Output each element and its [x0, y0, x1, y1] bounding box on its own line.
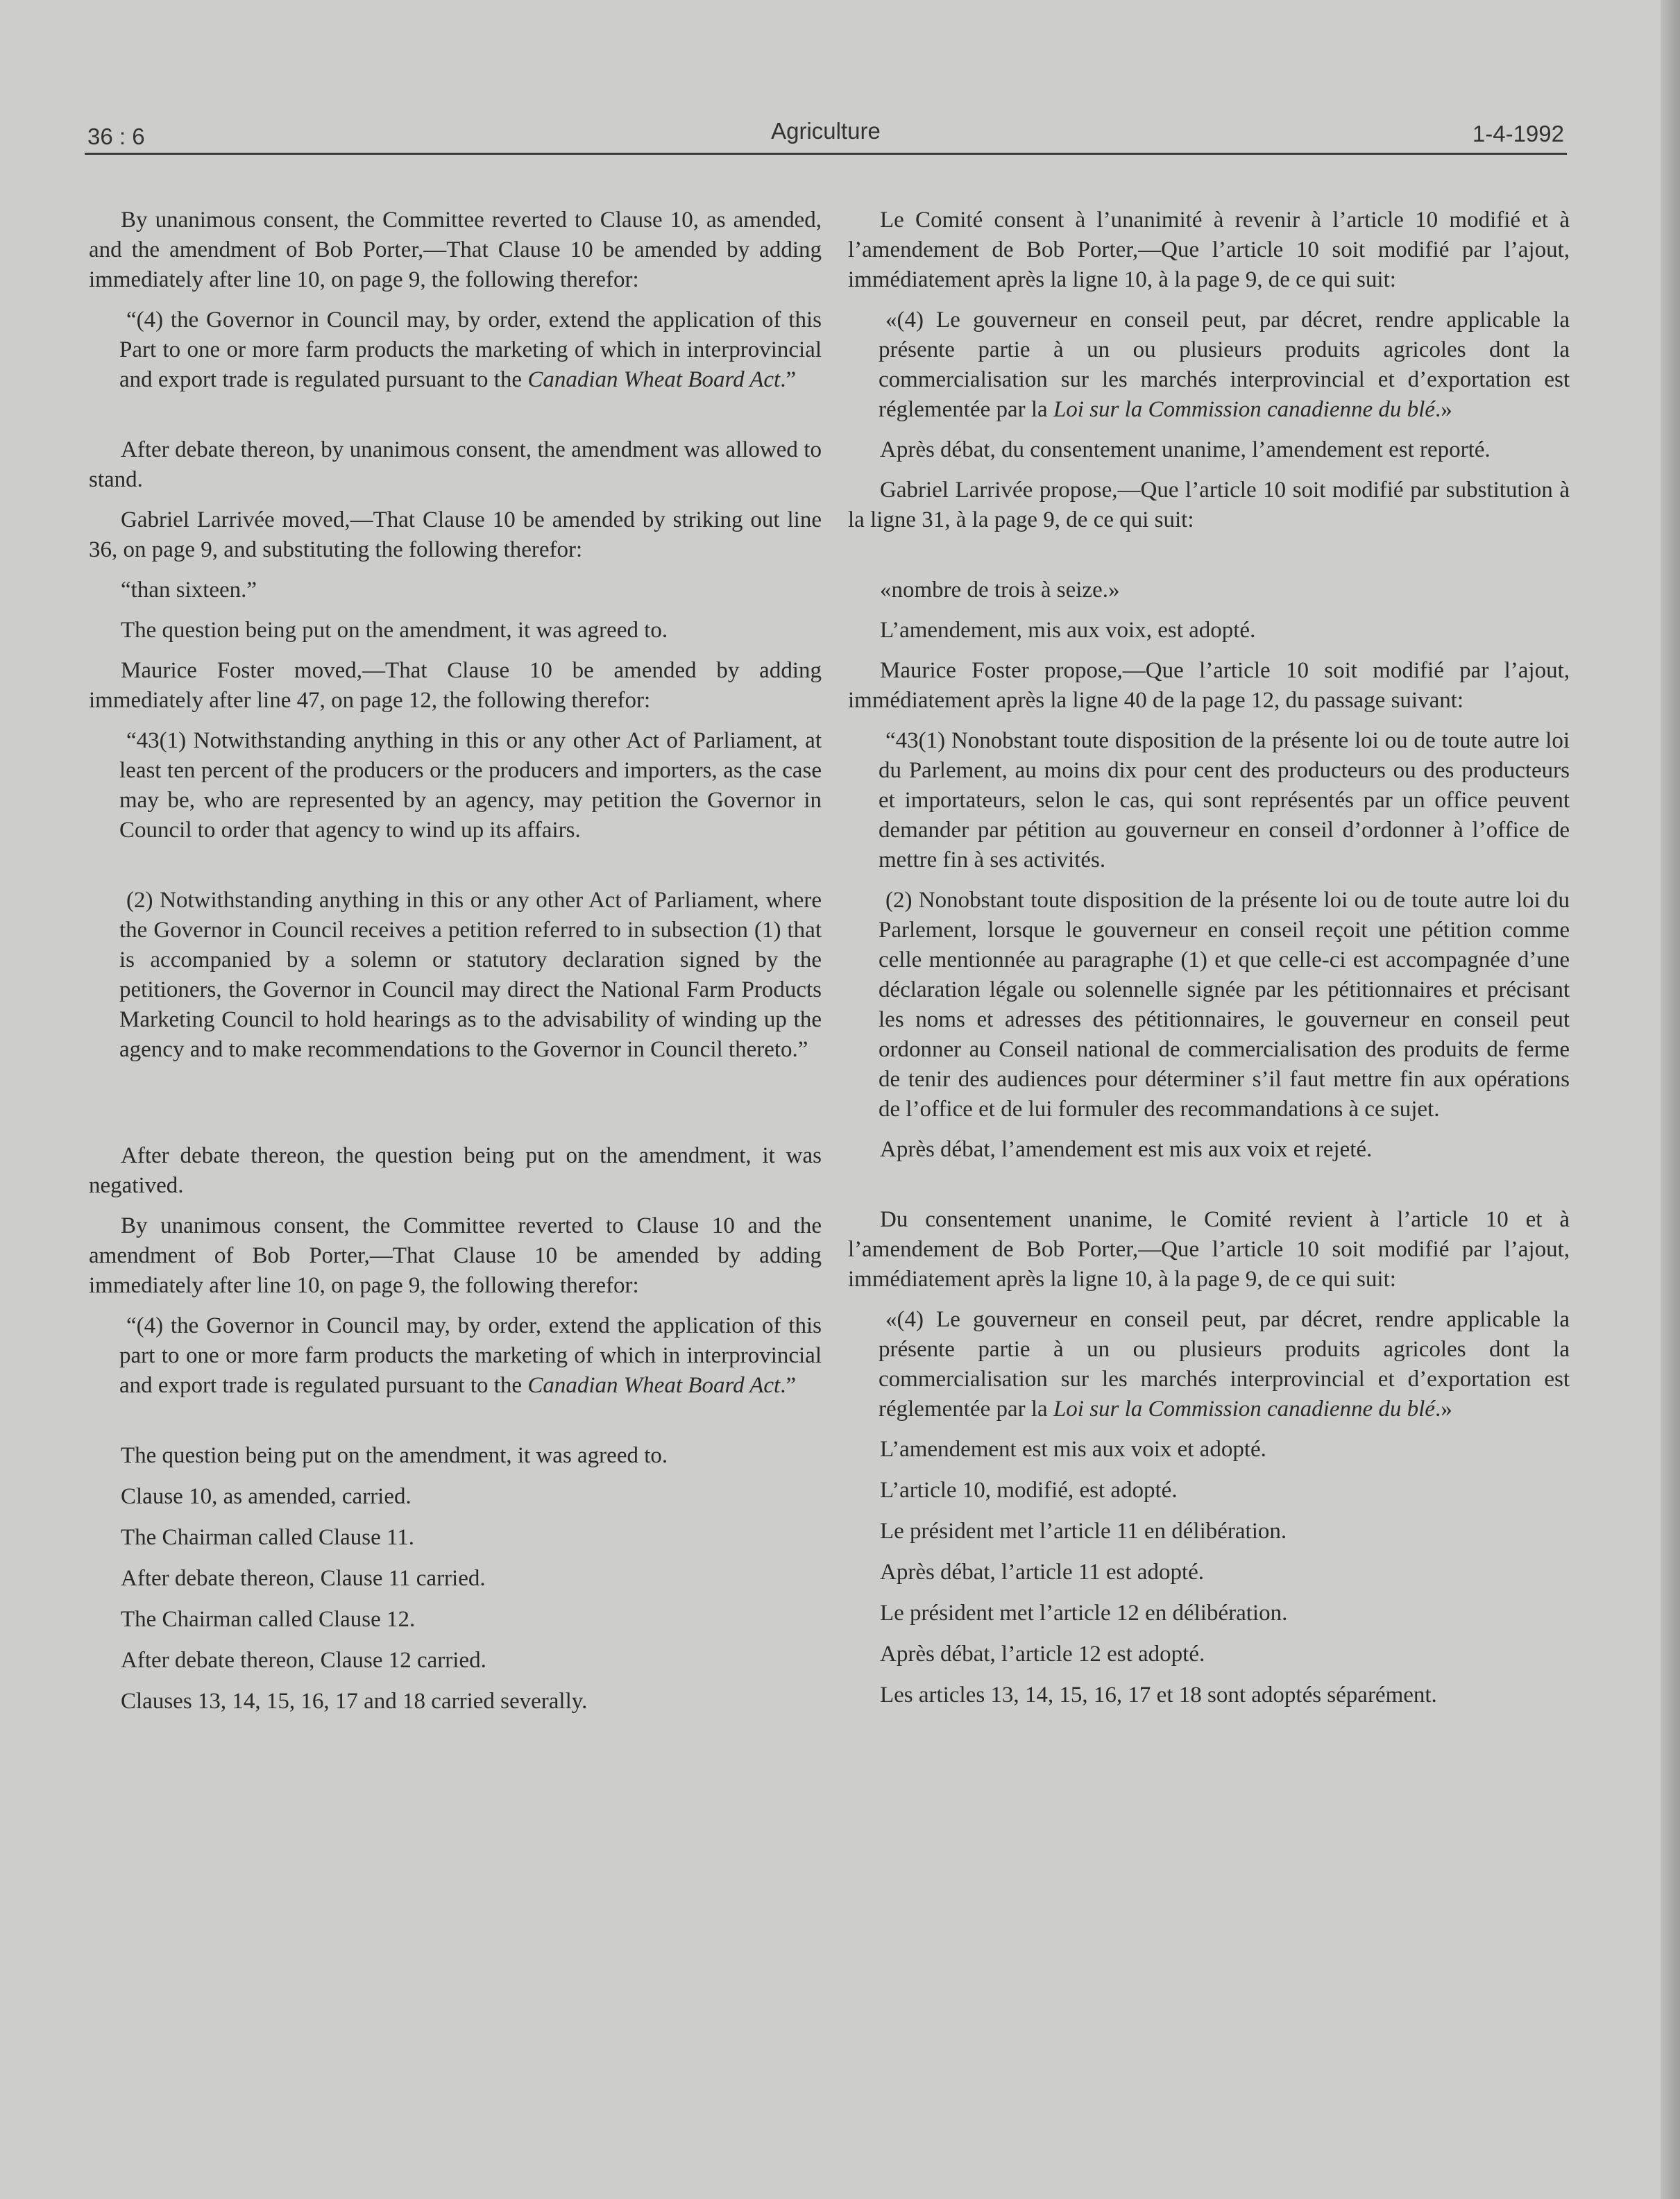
french-column: [848, 205, 1570, 1721]
paragraph: Les articles 13, 14, 15, 16, 17 et 18 sont adoptés séparément.: [880, 1683, 1437, 1708]
paragraph: By unanimous consent, the Committee reverted to Clause 10 and the amendment of Bob Porter,—That Clause 10 be amended by adding immediately after line 10, on page 9, the following therefor:: [89, 1213, 822, 1298]
quoted-amendment: «(4) Le gouverneur en conseil peut, par décret, rendre applicable la présente partie à un ou plusieurs produits agricoles dont la commercialisation sur les marchés interprovincial et d’exportation est réglementée par la Loi sur la Commission canadienne du blé.»: [879, 1307, 1570, 1422]
page-number: 36 : 6: [87, 124, 145, 149]
quoted-amendment: «(4) Le gouverneur en conseil peut, par décret, rendre applicable la présente partie à un ou plusieurs produits agricoles dont la commercialisation sur les marchés interprovincial et d’exportation est réglementée par la Loi sur la Commission canadienne du blé.»: [879, 307, 1570, 422]
paragraph: Gabriel Larrivée propose,—Que l’article 10 soit modifié par substitution à la ligne 31, à la page 9, de ce qui suit:: [848, 478, 1570, 532]
paragraph: Après débat, l’article 11 est adopté.: [880, 1560, 1205, 1585]
page-header: [85, 117, 1567, 155]
paragraph: Après débat, l’article 12 est adopté.: [880, 1642, 1205, 1667]
english-column: [89, 205, 822, 1728]
paragraph: The question being put on the amendment, it was agreed to.: [121, 1443, 668, 1468]
paragraph: Le président met l’article 11 en délibération.: [880, 1519, 1287, 1544]
page-date: 1-4-1992: [1472, 121, 1564, 146]
quoted-amendment: (2) Nonobstant toute disposition de la présente loi ou de toute autre loi du Parlement, lorsque le gouverneur en conseil reçoit une pétition comme celle mentionnée au paragraphe (1) et que celle-ci est accompagnée d’une déclaration légale ou solennelle signée par les pétitionnaires et précisant les noms et adresses des pétitionnaires, le gouverneur en conseil peut ordonner au Conseil national de commercialisation des produits de ferme de tenir des audiences pour déterminer s’il faut mettre fin aux opérations de l’office et de lui formuler des recommandations à ce sujet.: [879, 888, 1570, 1122]
paragraph: Maurice Foster moved,—That Clause 10 be amended by adding immediately after line 47, on page 12, the following therefor:: [89, 658, 822, 713]
paragraph: Du consentement unanime, le Comité revient à l’article 10 et à l’amendement de Bob Porter,—Que l’article 10 soit modifié par l’ajout, immédiatement après la ligne 10, à la page 9, de ce qui suit:: [848, 1207, 1570, 1292]
paragraph: Le président met l’article 12 en délibération.: [880, 1601, 1288, 1626]
paragraph: Maurice Foster propose,—Que l’article 10 soit modifié par l’ajout, immédiatement après la ligne 40 de la page 12, du passage suivant:: [848, 658, 1570, 713]
paragraph: After debate thereon, the question being put on the amendment, it was negatived.: [89, 1143, 822, 1198]
paragraph: «nombre de trois à seize.»: [880, 578, 1120, 603]
paragraph: L’amendement, mis aux voix, est adopté.: [880, 618, 1256, 643]
quoted-amendment: “43(1) Nonobstant toute disposition de la présente loi ou de toute autre loi du Parlement, au moins dix pour cent des producteurs ou des producteurs et importateurs, selon le cas, qui sont représentés par un office peuvent demander par pétition au gouverneur en conseil d’ordonner à l’office de mettre fin à ses activités.: [879, 728, 1570, 873]
paragraph: After debate thereon, by unanimous consent, the amendment was allowed to stand.: [89, 437, 822, 492]
paragraph: The question being put on the amendment, it was agreed to.: [121, 618, 668, 643]
paragraph: Gabriel Larrivée moved,—That Clause 10 be amended by striking out line 36, on page 9, and substituting the following therefor:: [89, 507, 822, 562]
paragraph: L’amendement est mis aux voix et adopté.: [880, 1437, 1266, 1462]
paragraph: By unanimous consent, the Committee reverted to Clause 10, as amended, and the amendment of Bob Porter,—That Clause 10 be amended by adding immediately after line 10, on page 9, the following therefor:: [89, 208, 822, 292]
paragraph: After debate thereon, Clause 12 carried.: [121, 1648, 486, 1673]
quoted-amendment: “(4) the Governor in Council may, by order, extend the application of this Part to one or more farm products the marketing of which in interprovincial and export trade is regulated pursuant to the Canadian Wheat Board Act.”: [119, 307, 822, 392]
paragraph: The Chairman called Clause 11.: [121, 1525, 415, 1550]
page-edge: [1661, 0, 1680, 2199]
paragraph: The Chairman called Clause 12.: [121, 1607, 416, 1632]
paragraph: Après débat, l’amendement est mis aux voix et rejeté.: [880, 1137, 1373, 1162]
paragraph: Après débat, du consentement unanime, l’amendement est reporté.: [880, 437, 1491, 462]
paragraph: Clauses 13, 14, 15, 16, 17 and 18 carried severally.: [121, 1689, 588, 1714]
page-title: Agriculture: [771, 118, 881, 144]
quoted-amendment: (2) Notwithstanding anything in this or any other Act of Parliament, where the Governor in Council receives a petition referred to in subsection (1) that is accompanied by a solemn or statutory declaration signed by the petitioners, the Governor in Council may direct the National Farm Products Marketing Council to hold hearings as to the advisability of winding up the agency and to make recommendations to the Governor in Council thereto.”: [119, 888, 822, 1062]
paragraph: After debate thereon, Clause 11 carried.: [121, 1566, 486, 1591]
quoted-amendment: “(4) the Governor in Council may, by order, extend the application of this part to one or more farm products the marketing of which in interprovincial and export trade is regulated pursuant to the Canadian Wheat Board Act.”: [119, 1313, 822, 1398]
paragraph: “than sixteen.”: [121, 578, 257, 603]
paragraph: Clause 10, as amended, carried.: [121, 1484, 411, 1509]
paragraph: Le Comité consent à l’unanimité à revenir à l’article 10 modifié et à l’amendement de Bob Porter,—Que l’article 10 soit modifié par l’ajout, immédiatement après la ligne 10, à la page 9, de ce qui suit:: [848, 208, 1570, 292]
paragraph: L’article 10, modifié, est adopté.: [880, 1478, 1178, 1503]
quoted-amendment: “43(1) Notwithstanding anything in this or any other Act of Parliament, at least ten percent of the producers or the producers and importers, as the case may be, who are represented by an agency, may petition the Governor in Council to order that agency to wind up its affairs.: [119, 728, 822, 843]
